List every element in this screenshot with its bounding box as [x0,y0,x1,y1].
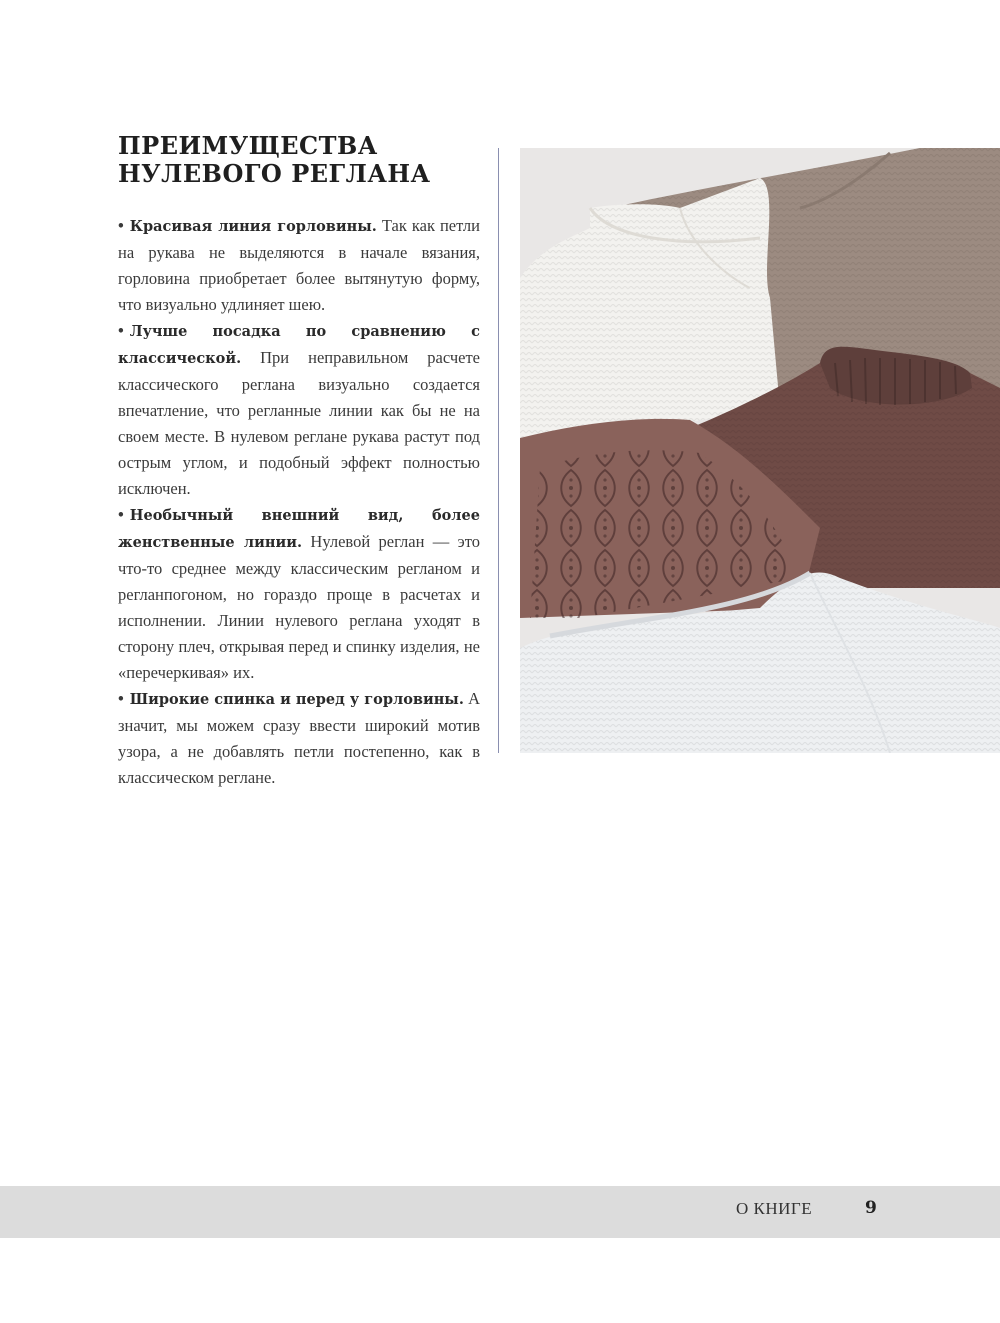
footer-section-title: О КНИГЕ [736,1199,813,1218]
list-item [118,502,480,686]
item-text: При неправильном расчете классического реглана визуально создается впечатление, что регланные линии как бы не на своем месте. В нулевом реглане рукава растут под острым углом, и подобный эффект полностью исключен. [118,348,480,498]
page-number: 9 [865,1198,877,1218]
bullet-icon: • [118,505,124,524]
bullet-icon: • [118,689,124,708]
bullet-icon: • [118,216,124,235]
item-lead: Красивая линия горловины. [129,218,377,235]
footer-band [0,1186,1000,1238]
list-item [118,318,480,502]
sweaters-photo [520,148,1000,753]
item-text: Так как петли на рукава не выделяются в начале вязания, горловина приобретает более вытянутую форму, что визуально удлиняет шею. [118,216,480,314]
item-lead: Необычный внешний вид, более женственные линии. [118,507,480,551]
list-item [118,686,480,791]
column-divider [498,148,499,753]
bullet-icon: • [118,321,124,340]
item-lead: Лучше посадка по сравнению с классической. [118,323,480,367]
benefits-list [118,213,480,791]
list-item [118,213,480,318]
page-title-line-1: ПРЕИМУЩЕСТВА [118,131,378,160]
item-lead: Широкие спинка и перед у горловины. [129,691,464,708]
item-text: Нулевой реглан — это что-то среднее между классическим регланом и регланпогоном, но гораздо проще в расчетах и исполнении. Линии нулевого реглана уходят в сторону плеч, открывая перед и спинку изделия, не «перечеркивая» их. [118,532,480,682]
item-text: А значит, мы можем сразу ввести широкий мотив узора, а не добавлять петли постепенно, как в классическом реглане. [118,689,481,787]
page-title [118,132,498,188]
page-title-line-2: НУЛЕВОГО РЕГЛАНА [118,159,431,188]
